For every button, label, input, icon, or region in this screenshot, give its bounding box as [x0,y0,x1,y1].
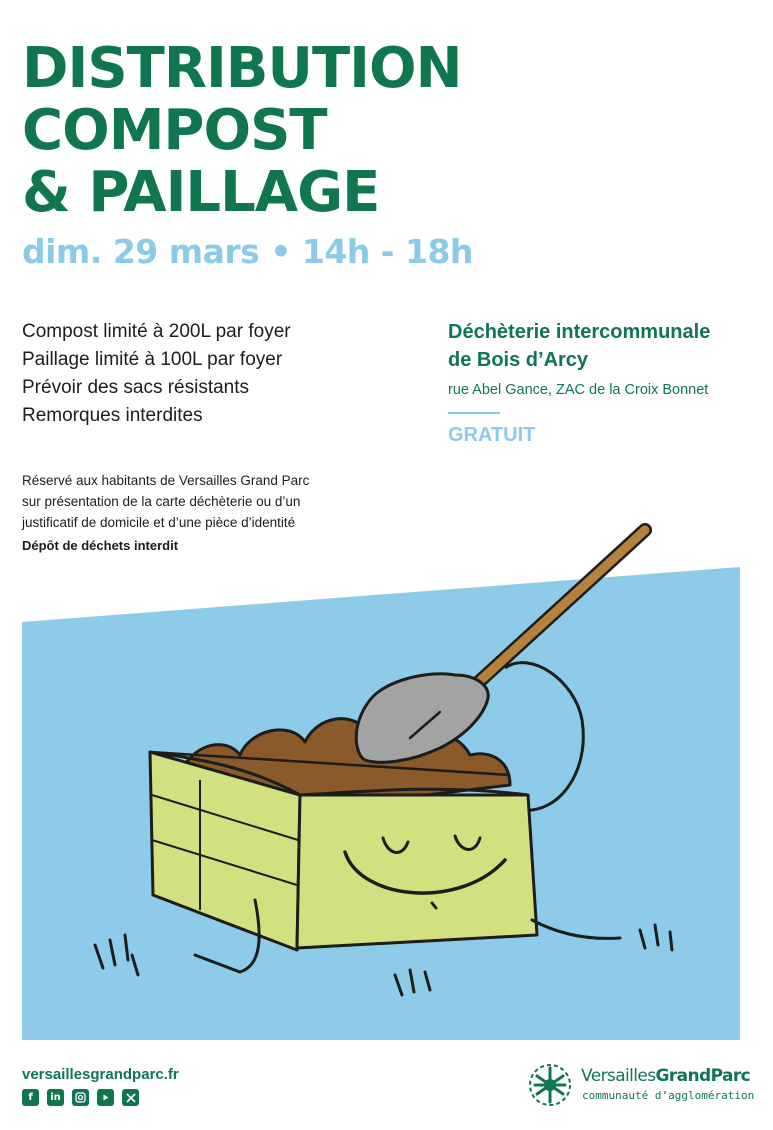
note-line: justificatif de domicile et d’une pièce d’identité [22,515,296,530]
title-line-3: & PAILLAGE [22,160,380,225]
logo-name-bold: GrandParc [655,1066,751,1086]
crate-front [297,795,537,948]
social-icons [22,1089,139,1106]
note-line: sur présentation de la carte déchèterie ou d’un [22,494,301,509]
location-name-line-1: Déchèterie intercommunale [448,321,711,343]
poster-title [22,38,742,224]
divider [448,412,500,414]
location-name-line-2: de Bois d’Arcy [448,349,589,371]
title-line-1: DISTRIBUTION [22,36,462,101]
location-block [448,318,758,447]
facebook-icon[interactable]: f [22,1089,39,1106]
website-link[interactable]: versaillesgrandparc.fr [22,1066,179,1083]
title-line-2: COMPOST [22,98,327,163]
x-icon[interactable] [122,1089,139,1106]
rule-item: Prévoir des sacs résistants [22,377,250,398]
logo-emblem-icon [527,1062,573,1108]
logo-name-light: Versailles [581,1066,656,1086]
crate-illustration [0,500,773,1060]
instagram-icon[interactable] [72,1089,89,1106]
rule-item: Paillage limité à 100L par foyer [22,349,283,370]
youtube-icon[interactable] [97,1089,114,1106]
note-line: Réservé aux habitants de Versailles Grand Parc [22,473,310,488]
logo-name [581,1066,750,1086]
warning-text: Dépôt de déchets interdit [22,538,179,553]
rules-list [22,318,422,430]
rule-item: Compost limité à 200L par foyer [22,321,291,342]
location-address: rue Abel Gance, ZAC de la Croix Bonnet [448,382,709,398]
linkedin-icon[interactable]: in [47,1089,64,1106]
rule-item: Remorques interdites [22,405,203,426]
price-label: GRATUIT [448,424,536,446]
logo-subtitle: communauté d’agglomération [582,1089,755,1102]
versailles-grand-parc-logo [527,1061,755,1109]
event-date: dim. 29 mars • 14h - 18h [22,232,473,271]
